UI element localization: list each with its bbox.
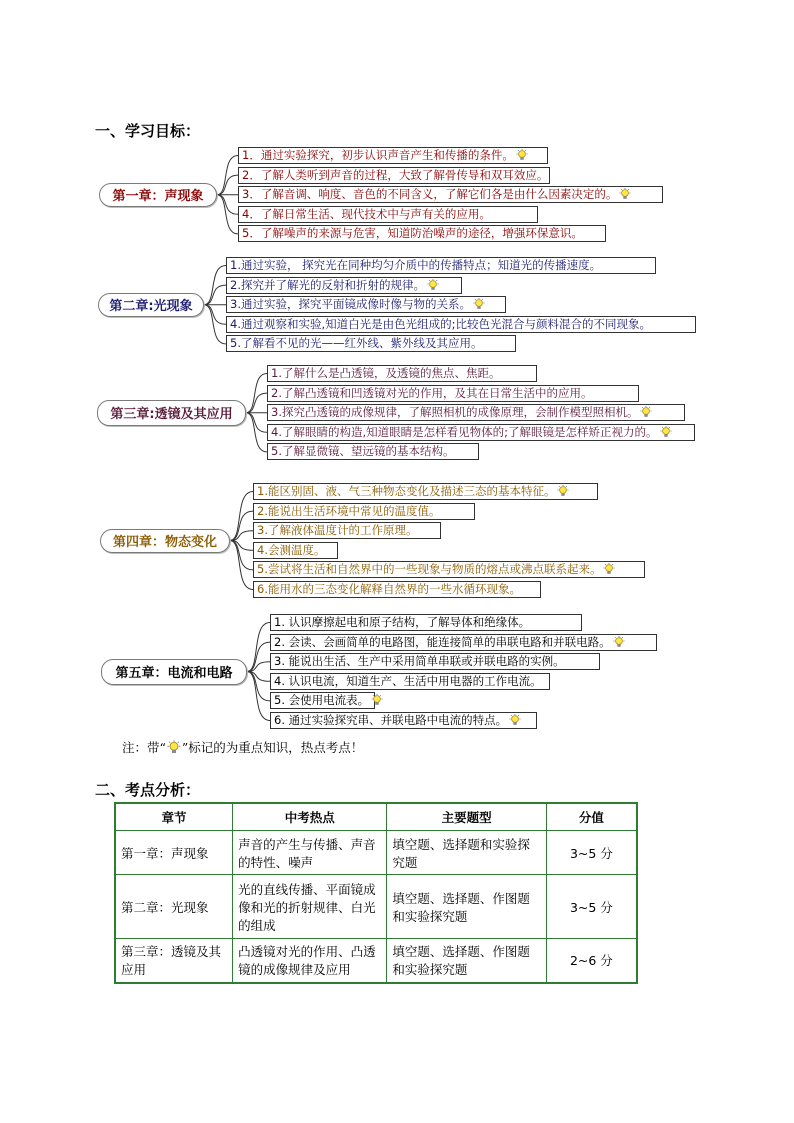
table-row xyxy=(115,875,637,939)
cell-score: 3~5 分 xyxy=(546,875,637,939)
lightbulb-icon xyxy=(371,694,383,707)
section2-heading: 二、考点分析： xyxy=(95,781,201,799)
objective-item xyxy=(270,692,375,709)
cell-chapter: 第三章：透镜及其应用 xyxy=(115,939,233,983)
objective-text: 1. 认识摩擦起电和原子结构，了解导体和绝缘体。 xyxy=(274,615,531,629)
cell-hotspot: 凸透镜对光的作用、凸透镜的成像规律及应用 xyxy=(233,939,387,983)
chapter-label: 第一章：声现象 xyxy=(99,183,217,207)
chapter-label: 第四章：物态变化 xyxy=(100,529,230,553)
objective-text: 1．通过实验探究，初步认识声音产生和传播的条件。 xyxy=(242,148,514,162)
objective-text: 2. 会读、会画简单的电路图，能连接简单的串联电路和并联电路。 xyxy=(274,634,611,649)
chapter-label: 第二章:光现象 xyxy=(98,293,204,317)
objective-text: 2．了解人类听到声音的过程，大致了解骨传导和双耳效应。 xyxy=(242,167,549,182)
objective-text: 3.了解液体温度计的工作原理。 xyxy=(257,523,418,538)
cell-score: 3~5 分 xyxy=(546,831,637,875)
objective-text: 5.了解显微镜、望远镜的基本结构。 xyxy=(271,444,455,459)
cell-chapter: 第二章：光现象 xyxy=(115,875,233,939)
objective-text: 5.了解看不见的光——红外线、紫外线及其应用。 xyxy=(230,336,483,351)
objective-text: 6.能用水的三态变化解释自然界的一些水循环现象。 xyxy=(257,582,521,596)
objective-text: 3．了解音调、响度、音色的不同含义，了解它们各是由什么因素决定的。 xyxy=(242,187,618,202)
table-row xyxy=(115,939,637,983)
chapter-label: 第三章:透镜及其应用 xyxy=(97,400,246,426)
lightbulb-icon xyxy=(167,740,181,756)
cell-score: 2~6 分 xyxy=(546,939,637,983)
objective-item xyxy=(270,614,582,631)
objective-item xyxy=(270,634,657,651)
objective-text: 5．了解噪声的来源与危害，知道防治噪声的途径，增强环保意识。 xyxy=(242,226,583,241)
table-row xyxy=(115,831,637,875)
objective-item xyxy=(270,712,537,729)
header-question-type: 主要题型 xyxy=(387,803,546,831)
header-hotspot: 中考热点 xyxy=(233,803,387,831)
objective-text: 4.会测温度。 xyxy=(257,542,326,557)
objective-item xyxy=(270,673,550,690)
objective-text: 1.能区别固、液、气三种物态变化及描述三态的基本特征。 xyxy=(257,484,556,498)
chapter-label: 第五章：电流和电路 xyxy=(101,659,247,685)
objective-text: 3.探究凸透镜的成像规律，了解照相机的成像原理，会制作模型照相机。 xyxy=(271,405,639,420)
note-prefix: 注：带“ xyxy=(122,740,166,755)
note-suffix: ”标记的为重点知识，热点考点！ xyxy=(181,740,364,755)
cell-hotspot: 光的直线传播、平面镜成像和光的折射规律、白光的组成 xyxy=(233,875,387,939)
lightbulb-icon xyxy=(509,714,521,727)
objective-text: 2.能说出生活环境中常见的温度值。 xyxy=(257,503,441,518)
table-header-row xyxy=(115,803,637,831)
objective-text: 4.通过观察和实验,知道白光是由色光组成的;比较色光混合与颜料混合的不同现象。 xyxy=(230,316,651,331)
cell-chapter: 第一章：声现象 xyxy=(115,831,233,875)
objective-text: 5. 会使用电流表。 xyxy=(274,693,370,708)
cell-question-type: 填空题、选择题和实验探究题 xyxy=(387,831,546,875)
objective-text: 1.通过实验， 探究光在同种均匀介质中的传播特点；知道光的传播速度。 xyxy=(230,258,602,272)
objective-text: 2.探究并了解光的反射和折射的规律。 xyxy=(230,277,425,292)
section1-heading: 一、学习目标： xyxy=(95,122,201,140)
objective-text: 2.了解凸透镜和凹透镜对光的作用，及其在日常生活中的应用。 xyxy=(271,385,593,400)
objective-text: 1.了解什么是凸透镜，及透镜的焦点、焦距。 xyxy=(271,366,501,380)
header-score: 分值 xyxy=(546,803,637,831)
objective-text: 3. 能说出生活、生产中采用简单串联或并联电路的实例。 xyxy=(274,654,565,669)
exam-analysis-table xyxy=(114,802,638,984)
cell-hotspot: 声音的产生与传播、声音的特性、噪声 xyxy=(233,831,387,875)
objective-text: 3.通过实验，探究平面镜成像时像与物的关系。 xyxy=(230,297,471,312)
cell-question-type: 填空题、选择题、作图题和实验探究题 xyxy=(387,939,546,983)
cell-question-type: 填空题、选择题、作图题和实验探究题 xyxy=(387,875,546,939)
header-chapter: 章节 xyxy=(115,803,233,831)
key-note xyxy=(122,740,363,756)
objective-text: 5.尝试将生活和自然界中的一些现象与物质的熔点或沸点联系起来。 xyxy=(257,562,602,577)
objective-text: 4. 认识电流，知道生产、生活中用电器的工作电流。 xyxy=(274,673,542,688)
lightbulb-icon xyxy=(613,636,625,649)
objective-item xyxy=(270,653,600,670)
objective-text: 6. 通过实验探究串、并联电路中电流的特点。 xyxy=(274,713,508,727)
objective-text: 4．了解日常生活、现代技术中与声有关的应用。 xyxy=(242,206,491,221)
objective-text: 4.了解眼睛的构造,知道眼睛是怎样看见物体的;了解眼镜是怎样矫正视力的。 xyxy=(271,424,658,439)
